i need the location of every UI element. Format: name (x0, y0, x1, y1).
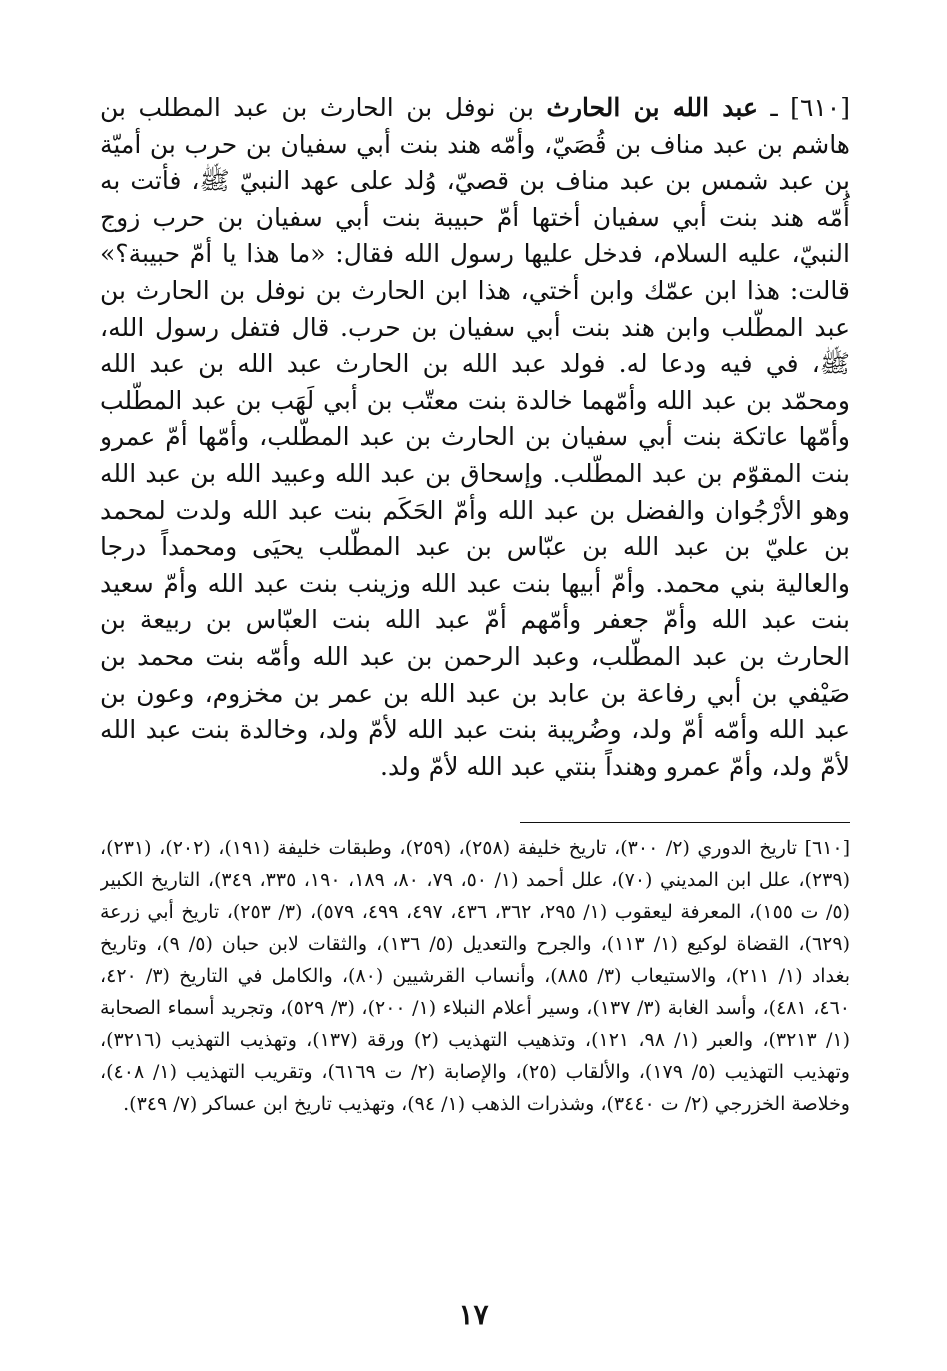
page-body (100, 90, 850, 1115)
entry-body: بن نوفل بن الحارث بن عبد المطلب بن هاشم بن عبد مناف بن قُصَيّ، وأمّه هند بنت أبي سفيان بن حرب بن أميّة بن عبد شمس بن عبد مناف بن قصيّ، وُلد على عهد النبيّ ﷺ، فأتت به أُمّه هند بنت أبي سفيان أختها أمّ حبيبة بنت أبي سفيان بن حرب زوج النبيّ، عليه السلام، فدخل عليها رسول الله فقال: «ما هذا يا أمّ حبيبة؟» قالت: هذا ابن عمّك وابن أختي، هذا ابن الحارث بن نوفل بن الحارث بن عبد المطّلب وابن هند بنت أبي سفيان بن حرب. قال فتفل رسول الله، ﷺ، في فيه ودعا له. فولد عبد الله بن الحارث عبد الله بن عبد الله ومحمّد بن عبد الله وأمّهما خالدة بنت معتّب بن أبي لَهَب بن عبد المطّلب وأمّها عاتكة بنت أبي سفيان بن الحارث بن عبد المطّلب، وأمّها أمّ عمرو بنت المقوّم بن عبد المطّلب. وإسحاق بن عبد الله وعبيد الله بن عبد الله وهو الأرْجُوان والفضل بن عبد الله وأمّ الحَكَم بنت عبد الله ولدت لمحمد بن عليّ بن عبد الله بن عبّاس بن عبد المطّلب يحيَى ومحمداً درجا والعالية بني محمد. وأمّ أبيها بنت عبد الله وزينب بنت عبد الله وأمّ سعيد بنت عبد الله وأمّ جعفر وأمّهم أمّ عبد الله بنت العبّاس بن ربيعة بن الحارث بن عبد المطّلب، وعبد الرحمن بن عبد الله وأمّه بنت محمد بن صَيْفي بن أبي رفاعة بن عابد بن عبد الله بن عمر بن مخزوم، وعون بن عبد الله وأمّه أمّ ولد، وضُريبة بنت عبد الله لأمّ ولد، وخالدة بنت عبد الله لأمّ ولد، وأمّ عمرو وهنداً بنتي عبد الله لأمّ ولد. (100, 93, 850, 781)
entry-number: [٦١٠] (790, 93, 850, 122)
entry-text (100, 90, 850, 785)
entry-name: عبد الله بن الحارث (546, 93, 758, 122)
entry-dash: ـ (757, 93, 791, 122)
page-number: ١٧ (458, 1298, 489, 1331)
footnote-text: [٦١٠] تاريخ الدوري (٢/ ٣٠٠)، تاريخ خليفة (٢٥٨)، (٢٥٩)، وطبقات خليفة (١٩١)، (٢٠٢)، (٢٣١)، (٢٣٩)، علل ابن المديني (٧٠)، علل أحمد (١/ ٥٠، ٧٩، ٨٠، ١٨٩، ١٩٠، ٣٣٥، ٣٤٩)، التاريخ الكبير (٥/ ت ١٥٥)، المعرفة ليعقوب (١/ ٢٩٥، ٣٦٢، ٤٣٦، ٤٩٧، ٤٩٩، ٥٧٩)، (٣/ ٢٥٣)، تاريخ أبي زرعة (٦٢٩)، القضاة لوكيع (١/ ١١٣)، والجرح والتعديل (٥/ ١٣٦)، والثقات لابن حبان (٥/ ٩)، وتاريخ بغداد (١/ ٢١١)، والاستيعاب (٣/ ٨٨٥)، وأنساب القرشيين (٨٠)، والكامل في التاريخ (٣/ ٤٢٠، ٤٦٠، ٤٨١)، وأسد الغابة (٣/ ١٣٧)، وسير أعلام النبلاء (١/ ٢٠٠)، (٣/ ٥٢٩)، وتجريد أسماء الصحابة (١/ ٣٢١٣)، والعبر (١/ ٩٨، ١٢١)، وتذهيب التهذيب (٢) ورقة (١٣٧)، وتهذيب التهذيب (٣٢١٦)، وتهذيب التهذيب (٥/ ١٧٩)، والألقاب (٢٥)، والإصابة (٢/ ت ٦١٦٩)، وتقريب التهذيب (١/ ٤٠٨)، وخلاصة الخزرجي (٢/ ت ٣٤٤٠)، وشذرات الذهب (١/ ٩٤)، وتهذيب تاريخ ابن عساكر (٧/ ٣٤٩). (100, 837, 850, 1115)
footnote-divider (520, 822, 850, 823)
